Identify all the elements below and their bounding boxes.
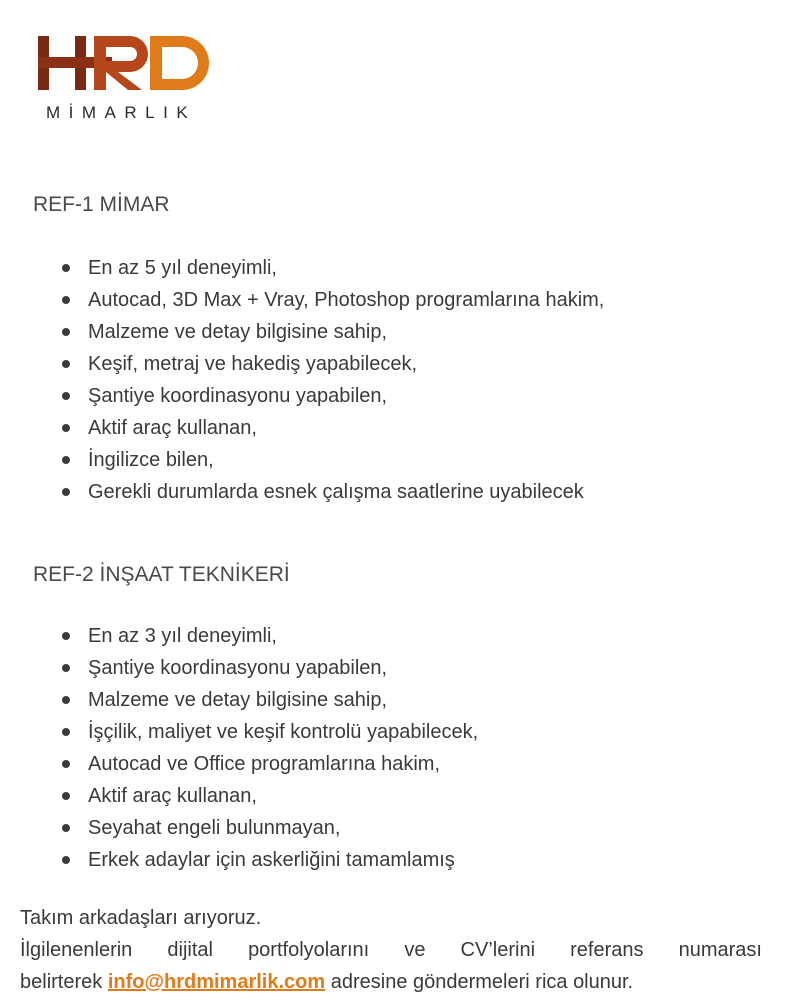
ref2-requirements-list: [60, 620, 478, 876]
list-item: İşçilik, maliyet ve keşif kontrolü yapabilecek,: [60, 716, 478, 748]
logo-subtitle: MİMARLIK: [46, 103, 197, 122]
bullet-icon: [62, 792, 70, 800]
bullet-icon: [62, 488, 70, 496]
bullet-icon: [62, 824, 70, 832]
bullet-icon: [62, 728, 70, 736]
word: numarası: [678, 939, 762, 961]
bullet-icon: [62, 328, 70, 336]
list-item: Autocad ve Office programlarına hakim,: [60, 748, 478, 780]
list-item: Gerekli durumlarda esnek çalışma saatlerine uyabilecek: [60, 476, 604, 508]
ref1-title: REF-1 MİMAR: [33, 193, 170, 216]
company-logo: [34, 33, 218, 125]
bullet-icon: [62, 696, 70, 704]
list-item: En az 5 yıl deneyimli,: [60, 252, 604, 284]
list-item: Aktif araç kullanan,: [60, 412, 604, 444]
list-item: Seyahat engeli bulunmayan,: [60, 812, 478, 844]
bullet-icon: [62, 760, 70, 768]
email-link[interactable]: info@hrdmimarlik.com: [107, 971, 326, 993]
ref2-title: REF-2 İNŞAAT TEKNİKERİ: [33, 563, 290, 586]
list-item: Autocad, 3D Max + Vray, Photoshop programlarına hakim,: [60, 284, 604, 316]
word: ve: [404, 939, 426, 961]
bullet-icon: [62, 856, 70, 864]
word: CV’lerini: [460, 939, 536, 961]
list-item: İngilizce bilen,: [60, 444, 604, 476]
bullet-icon: [62, 296, 70, 304]
word: portfolyolarını: [248, 939, 370, 961]
footer-contact-line: belirterek info@hrdmimarlik.com adresine göndermeleri rica olunur.: [20, 971, 634, 993]
word: referans: [570, 939, 644, 961]
footer-instructions: [20, 934, 762, 966]
bullet-icon: [62, 424, 70, 432]
bullet-icon: [62, 456, 70, 464]
list-item: Şantiye koordinasyonu yapabilen,: [60, 652, 478, 684]
footer-intro: Takım arkadaşları arıyoruz.: [20, 907, 262, 929]
list-item: Erkek adaylar için askerliğini tamamlamış: [60, 844, 478, 876]
list-item: En az 3 yıl deneyimli,: [60, 620, 478, 652]
logo-letter-r: [94, 36, 148, 90]
list-item: Malzeme ve detay bilgisine sahip,: [60, 684, 478, 716]
bullet-icon: [62, 392, 70, 400]
list-item: Şantiye koordinasyonu yapabilen,: [60, 380, 604, 412]
word: İlgilenenlerin: [20, 939, 133, 961]
bullet-icon: [62, 664, 70, 672]
list-item: Malzeme ve detay bilgisine sahip,: [60, 316, 604, 348]
bullet-icon: [62, 632, 70, 640]
list-item: Aktif araç kullanan,: [60, 780, 478, 812]
list-item: Keşif, metraj ve hakediş yapabilecek,: [60, 348, 604, 380]
bullet-icon: [62, 264, 70, 272]
logo-letter-d: [150, 36, 209, 90]
bullet-icon: [62, 360, 70, 368]
contact-paragraph: [20, 902, 762, 998]
hrd-logo-mark: [34, 33, 218, 93]
ref1-requirements-list: [60, 252, 604, 508]
word: dijital: [167, 939, 213, 961]
